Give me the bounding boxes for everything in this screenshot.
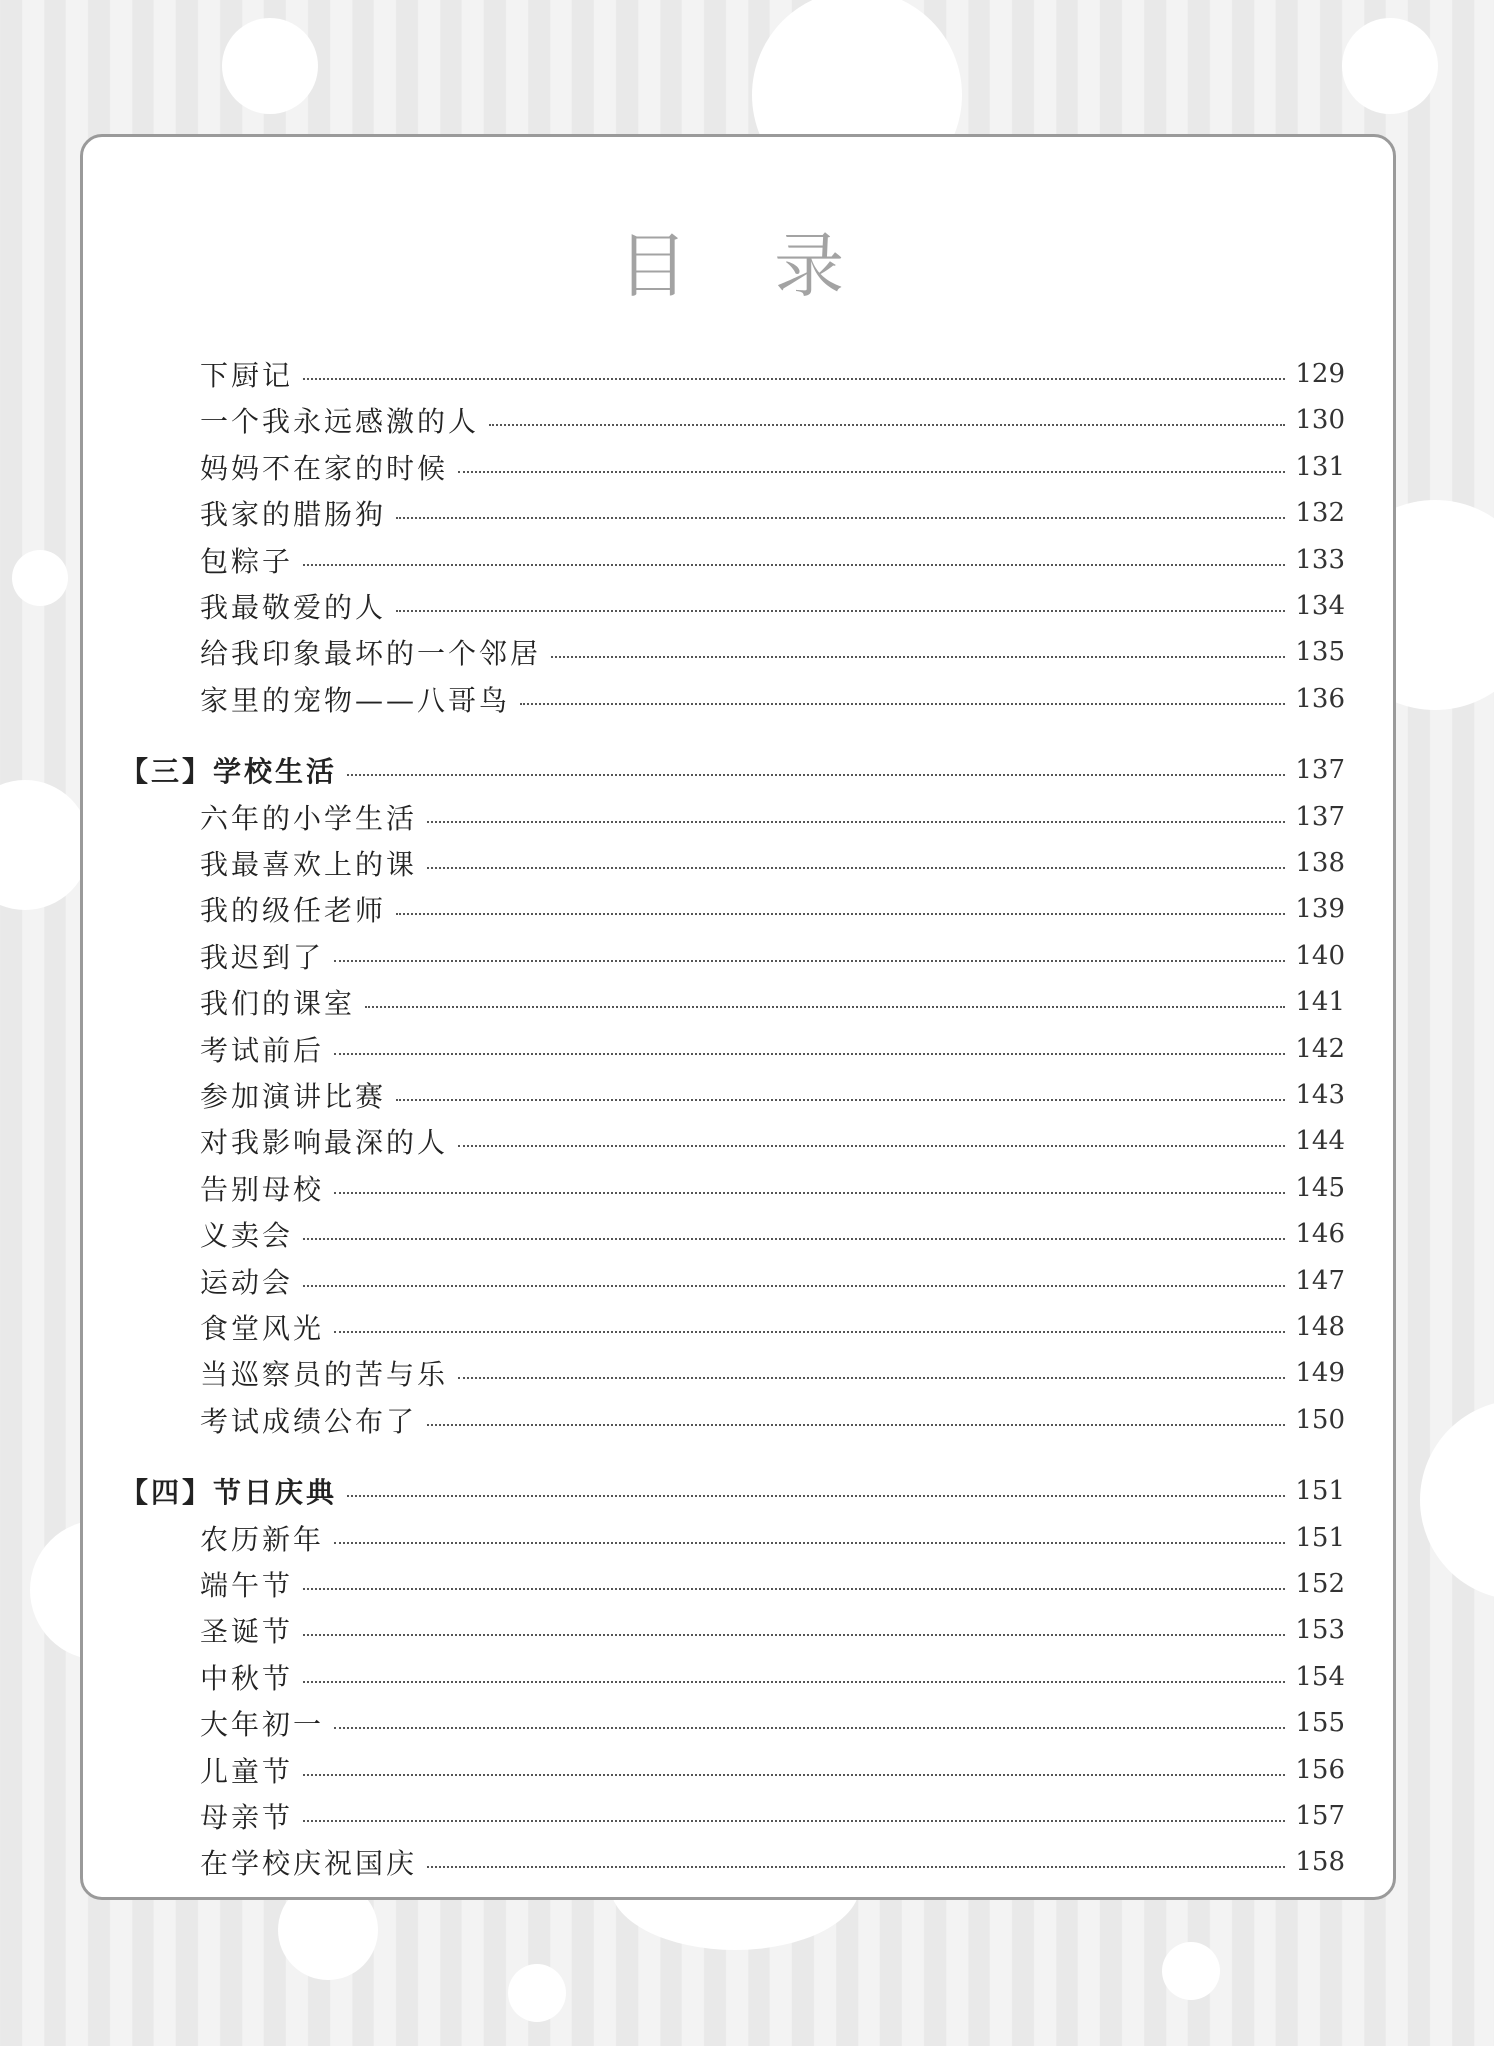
dot-leader bbox=[303, 1818, 1285, 1822]
dot-leader bbox=[303, 1679, 1285, 1683]
toc-page-number: 140 bbox=[1295, 941, 1345, 971]
toc-page-number: 134 bbox=[1295, 591, 1345, 621]
toc-entry-title: 【三】学校生活 bbox=[120, 755, 338, 788]
toc-entry-title: 大年初一 bbox=[200, 1708, 325, 1741]
toc-entry-title: 当巡察员的苦与乐 bbox=[200, 1358, 449, 1391]
toc-page-number: 151 bbox=[1295, 1523, 1345, 1553]
toc-entry-title: 给我印象最坏的一个邻居 bbox=[200, 637, 542, 670]
toc-entry[interactable] bbox=[200, 1168, 1345, 1208]
toc-entry-title: 在学校庆祝国庆 bbox=[200, 1847, 418, 1880]
dot-leader bbox=[334, 1329, 1285, 1333]
toc-entry-title: 对我影响最深的人 bbox=[200, 1126, 449, 1159]
toc-entry-title: 我家的腊肠狗 bbox=[200, 498, 387, 531]
toc-page-number: 158 bbox=[1295, 1847, 1345, 1877]
toc-entry[interactable] bbox=[200, 493, 1345, 533]
toc-entry[interactable] bbox=[200, 1842, 1345, 1882]
toc-entry-title: 考试成绩公布了 bbox=[200, 1405, 418, 1438]
toc-entry-title: 【四】节日庆典 bbox=[120, 1476, 338, 1509]
dot-leader bbox=[396, 608, 1285, 612]
toc-page-number: 135 bbox=[1295, 637, 1345, 667]
dot-leader bbox=[458, 1143, 1285, 1147]
dot-leader bbox=[303, 1586, 1285, 1590]
dot-leader bbox=[303, 1772, 1285, 1776]
toc-page-number: 146 bbox=[1295, 1219, 1345, 1249]
toc-entry[interactable] bbox=[200, 1703, 1345, 1743]
dot-leader bbox=[365, 1004, 1285, 1008]
toc-entry[interactable] bbox=[200, 586, 1345, 626]
dot-leader bbox=[347, 1493, 1285, 1497]
toc-page-number: 154 bbox=[1295, 1662, 1345, 1692]
toc-entry[interactable] bbox=[200, 400, 1345, 440]
toc-page-number: 143 bbox=[1295, 1080, 1345, 1110]
toc-entry[interactable] bbox=[200, 1261, 1345, 1301]
toc-entry[interactable] bbox=[200, 1518, 1345, 1558]
toc-page-number: 151 bbox=[1295, 1476, 1345, 1506]
toc-entry[interactable] bbox=[200, 1796, 1345, 1836]
dot-leader bbox=[458, 1375, 1285, 1379]
toc-page-number: 156 bbox=[1295, 1755, 1345, 1785]
toc-entry-title: 母亲节 bbox=[200, 1801, 294, 1834]
toc-page-number: 141 bbox=[1295, 987, 1345, 1017]
toc-page-number: 138 bbox=[1295, 848, 1345, 878]
dot-leader bbox=[303, 1283, 1285, 1287]
toc-entry-title: 我的级任老师 bbox=[200, 894, 387, 927]
toc-entry[interactable] bbox=[200, 1214, 1345, 1254]
toc-page-number: 153 bbox=[1295, 1615, 1345, 1645]
toc-page-number: 155 bbox=[1295, 1708, 1345, 1738]
toc-entry-title: 端午节 bbox=[200, 1569, 294, 1602]
toc-page-number: 136 bbox=[1295, 684, 1345, 714]
toc-entry-title: 义卖会 bbox=[200, 1219, 294, 1252]
toc-entry-title: 家里的宠物——八哥鸟 bbox=[200, 684, 511, 717]
toc-page-number: 148 bbox=[1295, 1312, 1345, 1342]
dot-leader bbox=[489, 422, 1285, 426]
dot-leader bbox=[303, 1632, 1285, 1636]
toc-entry-title: 包粽子 bbox=[200, 545, 294, 578]
toc-entry[interactable] bbox=[200, 1353, 1345, 1393]
toc-entry-title: 告别母校 bbox=[200, 1173, 325, 1206]
toc-entry-title: 儿童节 bbox=[200, 1755, 294, 1788]
toc-entry[interactable] bbox=[200, 447, 1345, 487]
page-title: 目 录 bbox=[617, 225, 877, 307]
toc-page-number: 137 bbox=[1295, 755, 1345, 785]
toc-entry[interactable] bbox=[200, 632, 1345, 672]
toc-entry-title: 中秋节 bbox=[200, 1662, 294, 1695]
toc-entry[interactable] bbox=[200, 1750, 1345, 1790]
toc-page-number: 129 bbox=[1295, 359, 1345, 389]
dot-leader bbox=[520, 701, 1285, 705]
toc-entry-title: 食堂风光 bbox=[200, 1312, 325, 1345]
dot-leader bbox=[458, 469, 1285, 473]
toc-entry-title: 我最喜欢上的课 bbox=[200, 848, 418, 881]
dot-leader bbox=[303, 562, 1285, 566]
dot-leader bbox=[347, 772, 1285, 776]
dot-leader bbox=[334, 1540, 1285, 1544]
dot-leader bbox=[427, 1864, 1285, 1868]
toc-section-heading[interactable] bbox=[120, 750, 1345, 790]
toc-page-number: 132 bbox=[1295, 498, 1345, 528]
dot-leader bbox=[334, 1051, 1285, 1055]
toc-entry-title: 一个我永远感激的人 bbox=[200, 405, 480, 438]
toc-entry[interactable] bbox=[200, 1657, 1345, 1697]
toc-page-number: 147 bbox=[1295, 1266, 1345, 1296]
toc-entry-title: 考试前后 bbox=[200, 1034, 325, 1067]
dot-leader bbox=[427, 819, 1285, 823]
toc-entry-title: 妈妈不在家的时候 bbox=[200, 452, 449, 485]
toc-entry[interactable] bbox=[200, 936, 1345, 976]
dot-leader bbox=[303, 376, 1285, 380]
toc-entry-title: 运动会 bbox=[200, 1266, 294, 1299]
dot-leader bbox=[334, 958, 1285, 962]
toc-entry-title: 我们的课室 bbox=[200, 987, 356, 1020]
toc-page-number: 144 bbox=[1295, 1126, 1345, 1156]
toc-page-number: 149 bbox=[1295, 1358, 1345, 1388]
toc-entry[interactable] bbox=[200, 679, 1345, 719]
toc-entry[interactable] bbox=[200, 354, 1345, 394]
toc-page-number: 130 bbox=[1295, 405, 1345, 435]
toc-entry[interactable] bbox=[200, 889, 1345, 929]
toc-entry[interactable] bbox=[200, 797, 1345, 837]
toc-page-number: 157 bbox=[1295, 1801, 1345, 1831]
toc-page-number: 137 bbox=[1295, 802, 1345, 832]
toc-entry[interactable] bbox=[200, 1307, 1345, 1347]
toc-entry-title: 六年的小学生活 bbox=[200, 802, 418, 835]
toc-entry-title: 圣诞节 bbox=[200, 1615, 294, 1648]
toc-page-number: 152 bbox=[1295, 1569, 1345, 1599]
dot-leader bbox=[303, 1236, 1285, 1240]
dot-leader bbox=[427, 865, 1285, 869]
toc-section-heading[interactable] bbox=[120, 1471, 1345, 1511]
dot-leader bbox=[334, 1725, 1285, 1729]
dot-leader bbox=[334, 1190, 1285, 1194]
toc-entry[interactable] bbox=[200, 1564, 1345, 1604]
toc-entry-title: 我最敬爱的人 bbox=[200, 591, 387, 624]
toc-page-number: 142 bbox=[1295, 1034, 1345, 1064]
dot-leader bbox=[396, 515, 1285, 519]
toc-entry[interactable] bbox=[200, 1121, 1345, 1161]
toc-entry-title: 下厨记 bbox=[200, 359, 294, 392]
toc-entry-title: 农历新年 bbox=[200, 1523, 325, 1556]
toc-page-number: 145 bbox=[1295, 1173, 1345, 1203]
toc-entry[interactable] bbox=[200, 1400, 1345, 1440]
dot-leader bbox=[396, 911, 1285, 915]
dot-leader bbox=[396, 1097, 1285, 1101]
toc-entry[interactable] bbox=[200, 843, 1345, 883]
dot-leader bbox=[427, 1422, 1285, 1426]
toc-page-number: 131 bbox=[1295, 452, 1345, 482]
toc-entry-title: 我迟到了 bbox=[200, 941, 325, 974]
toc-page-number: 133 bbox=[1295, 545, 1345, 575]
toc-entry-title: 参加演讲比赛 bbox=[200, 1080, 387, 1113]
dot-leader bbox=[551, 654, 1285, 658]
toc-entry[interactable] bbox=[200, 982, 1345, 1022]
toc-entry[interactable] bbox=[200, 1075, 1345, 1115]
toc-entry[interactable] bbox=[200, 1029, 1345, 1069]
toc-page-number: 139 bbox=[1295, 894, 1345, 924]
toc-entry[interactable] bbox=[200, 540, 1345, 580]
toc-page-number: 150 bbox=[1295, 1405, 1345, 1435]
toc-entry[interactable] bbox=[200, 1610, 1345, 1650]
